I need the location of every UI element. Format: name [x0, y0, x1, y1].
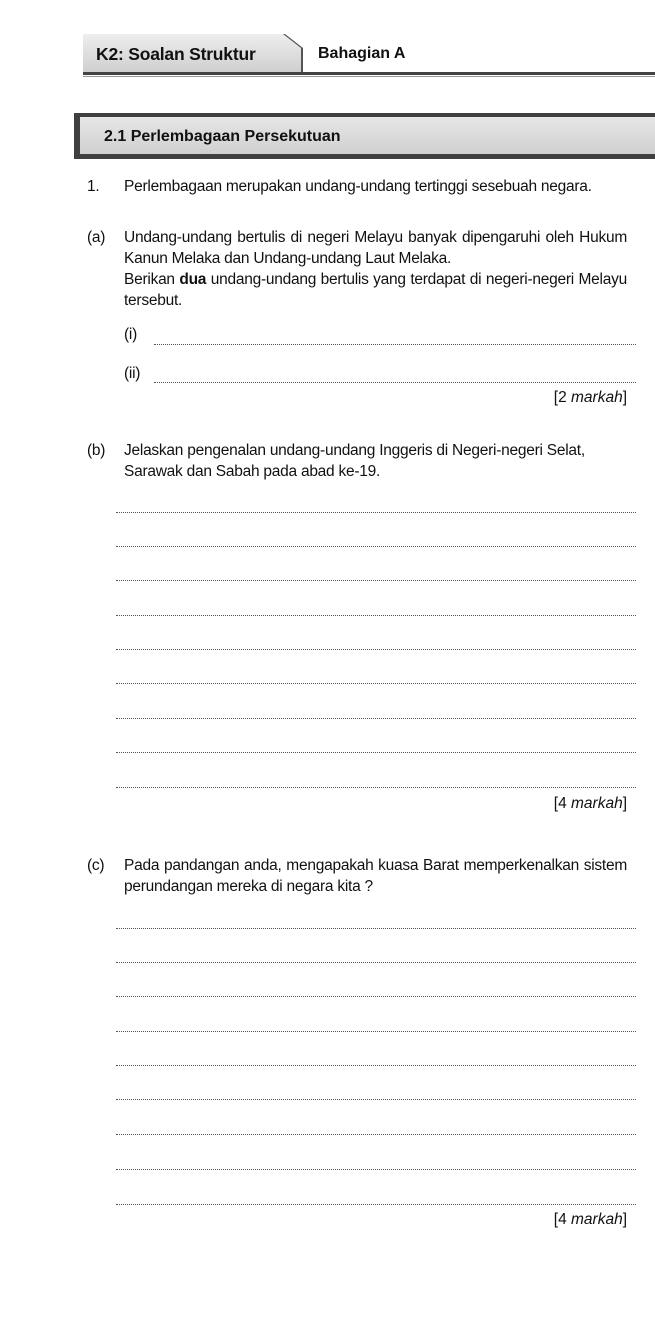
answer-line[interactable]: [116, 580, 636, 581]
part-a-item-label: (i): [124, 326, 138, 343]
answer-line[interactable]: [154, 382, 636, 383]
marks-close: ]: [622, 389, 627, 406]
paper-title: K2: Soalan Struktur: [96, 44, 256, 64]
answer-line[interactable]: [116, 1065, 636, 1066]
part-a-instruction-bold: dua: [179, 271, 207, 288]
answer-line[interactable]: [116, 1099, 636, 1100]
answer-line[interactable]: [116, 718, 636, 719]
answer-line[interactable]: [116, 928, 636, 929]
question-number: 1.: [87, 178, 100, 195]
answer-line[interactable]: [116, 787, 636, 788]
part-a-label: (a): [87, 229, 106, 246]
answer-line[interactable]: [116, 752, 636, 753]
part-c-label: (c): [87, 857, 105, 874]
part-b-marks: [554, 795, 627, 813]
part-c-marks: [554, 1211, 627, 1229]
answer-line[interactable]: [116, 546, 636, 547]
header-divider: [83, 72, 655, 75]
part-a-marks: [554, 389, 627, 407]
answer-line[interactable]: [116, 962, 636, 963]
part-b-label: (b): [87, 442, 106, 459]
marks-number: [2: [553, 389, 571, 406]
section-label: Bahagian A: [318, 45, 406, 62]
answer-line[interactable]: [116, 512, 636, 513]
part-a-instruction-suffix: undang-undang bertulis yang terdapat di negeri-negeri Melayu tersebut.: [124, 271, 627, 309]
question-stem: Perlembagaan merupakan undang-undang tertinggi sesebuah negara.: [124, 178, 592, 195]
marks-word: markah: [571, 795, 623, 812]
marks-number: [4: [553, 1211, 571, 1228]
answer-line[interactable]: [116, 1169, 636, 1170]
marks-number: [4: [553, 795, 571, 812]
answer-line[interactable]: [116, 1204, 636, 1205]
header-divider-thin: [83, 76, 655, 77]
answer-line[interactable]: [116, 996, 636, 997]
topic-title: 2.1 Perlembagaan Persekutuan: [104, 128, 341, 145]
part-a-instruction: [124, 269, 627, 311]
marks-close: ]: [622, 1211, 627, 1228]
answer-line[interactable]: [116, 615, 636, 616]
part-a-item-label: (ii): [124, 365, 141, 382]
marks-word: markah: [571, 1211, 623, 1228]
answer-line[interactable]: [116, 683, 636, 684]
answer-line[interactable]: [116, 1134, 636, 1135]
answer-line[interactable]: [116, 649, 636, 650]
part-a-text: Undang-undang bertulis di negeri Melayu banyak dipengaruhi oleh Hukum Kanun Melaka dan Undang-undang Laut Melaka.: [124, 229, 627, 267]
answer-line[interactable]: [116, 1031, 636, 1032]
marks-close: ]: [622, 795, 627, 812]
marks-word: markah: [571, 389, 623, 406]
part-a-instruction-prefix: Berikan: [124, 271, 180, 288]
part-b-text: Jelaskan pengenalan undang-undang Inggeris di Negeri-negeri Selat, Sarawak dan Sabah pada abad ke-19.: [124, 442, 585, 480]
part-c-text: Pada pandangan anda, mengapakah kuasa Barat memperkenalkan sistem perundangan mereka di negara kita ?: [124, 857, 627, 895]
answer-line[interactable]: [154, 344, 636, 345]
